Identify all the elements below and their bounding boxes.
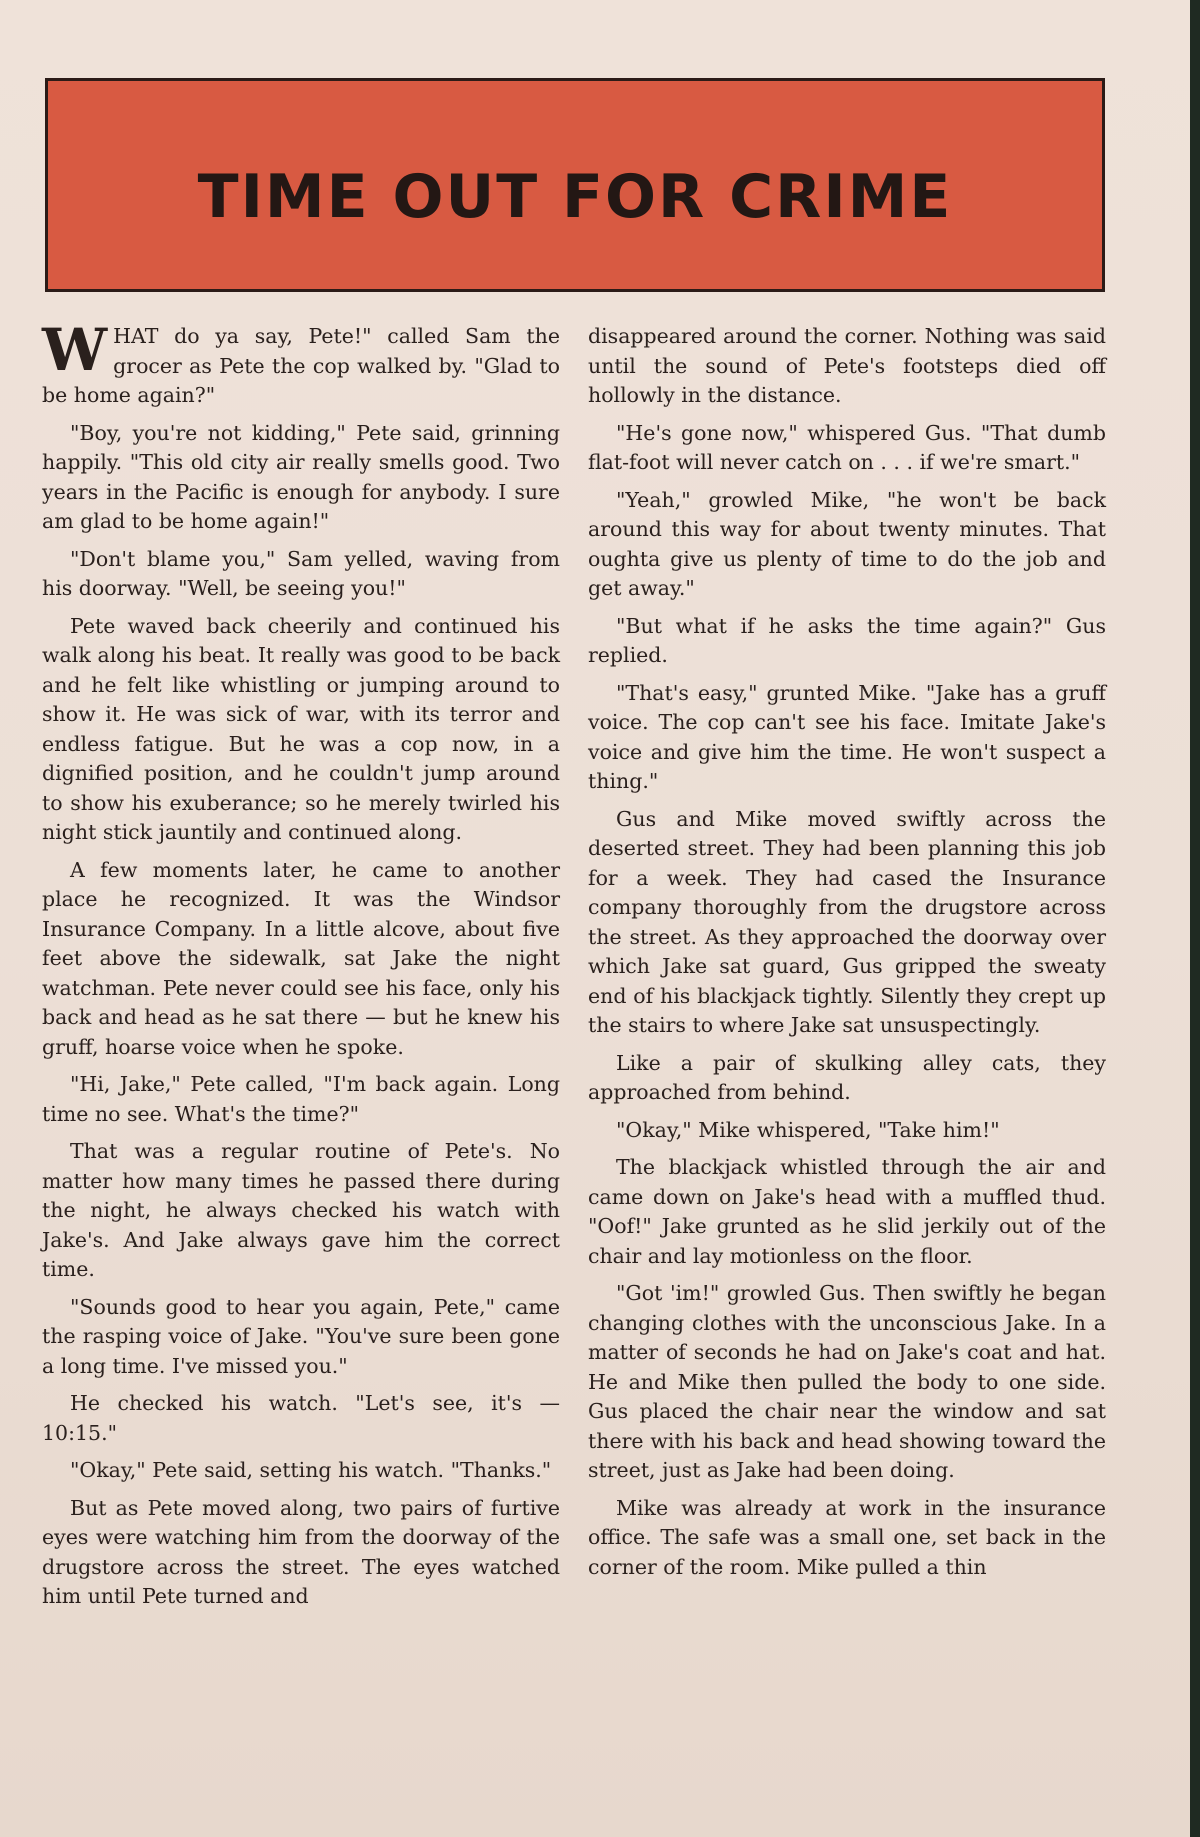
paragraph: Like a pair of skulking alley cats, they approached from behind. bbox=[588, 1050, 1106, 1104]
paragraph: "He's gone now," whispered Gus. "That dumb flat-foot will never catch on . . . if we're smart." bbox=[588, 420, 1106, 474]
paragraph-text: HAT do ya say, Pete!" called Sam the grocer as Pete the cop walked by. "Glad to be home again?" bbox=[42, 324, 560, 407]
paragraph: "Boy, you're not kidding," Pete said, grinning happily. "This old city air really smells good. Two years in the Pacific is enough for anybody. I sure am glad to be home again!" bbox=[42, 420, 560, 533]
paragraph: "Yeah," growled Mike, "he won't be back around this way for about twenty minutes. That oughta give us plenty of time to do the job and get away." bbox=[588, 487, 1106, 600]
paragraph: He checked his watch. "Let's see, it's — 10:15." bbox=[42, 1391, 560, 1445]
paragraph: Pete waved back cheerily and continued his walk along his beat. It really was good to be back and he felt like whistling or jumping around to show it. He was sick of war, with its terror and endless fatigue. But he was a cop now, in a dignified position, and he couldn't jump around to show his exuberance; so he merely twirled his night stick jauntily and continued along. bbox=[42, 613, 560, 844]
story-title: TIME OUT FOR CRIME bbox=[197, 162, 953, 232]
drop-cap: W bbox=[42, 316, 108, 384]
paragraph: "But what if he asks the time again?" Gus replied. bbox=[588, 613, 1106, 667]
paragraph: disappeared around the corner. Nothing was said until the sound of Pete's footsteps died off hollowly in the distance. bbox=[588, 324, 1106, 407]
paragraph: "Hi, Jake," Pete called, "I'm back again. Long time no see. What's the time?" bbox=[42, 1072, 560, 1126]
text-columns bbox=[42, 316, 1106, 1722]
left-column bbox=[42, 316, 560, 1722]
paragraph: Mike was already at work in the insurance office. The safe was a small one, set back in the corner of the room. Mike pulled a thin bbox=[588, 1495, 1106, 1579]
paragraph: "Don't blame you," Sam yelled, waving from his doorway. "Well, be seeing you!" bbox=[42, 546, 560, 600]
paragraph: "Okay," Pete said, setting his watch. "Thanks." bbox=[70, 1458, 552, 1482]
right-column bbox=[588, 322, 1106, 1722]
title-banner bbox=[45, 78, 1105, 292]
paragraph bbox=[42, 316, 560, 411]
paragraph: That was a regular routine of Pete's. No matter how many times he passed there during the night, he always checked his watch with Jake's. And Jake always gave him the correct time. bbox=[42, 1139, 560, 1281]
paragraph: A few moments later, he came to another place he recognized. It was the Windsor Insurance Company. In a little alcove, about five feet above the sidewalk, sat Jake the night watchman. Pete never could see his face, only his back and head as he sat there — but he knew his gruff, hoarse voice when he spoke. bbox=[42, 857, 560, 1059]
paragraph: The blackjack whistled through the air and came down on Jake's head with a muffled thud. "Oof!" Jake grunted as he slid jerkily out of the chair and lay motionless on the floor. bbox=[588, 1155, 1106, 1268]
paragraph: Gus and Mike moved swiftly across the deserted street. They had been planning this job for a week. They had cased the Insurance company thoroughly from the drugstore across the street. As they approached the doorway over which Jake sat guard, Gus gripped the sweaty end of his blackjack tightly. Silently they crept up the stairs to where Jake sat unsuspectingly. bbox=[588, 806, 1106, 1037]
page-edge bbox=[1190, 0, 1200, 1837]
paragraph: "That's easy," grunted Mike. "Jake has a gruff voice. The cop can't see his face. Imitate Jake's voice and give him the time. He won't suspect a thing." bbox=[588, 680, 1106, 793]
paragraph: "Got 'im!" growled Gus. Then swiftly he began changing clothes with the unconscious Jake. In a matter of seconds he had on Jake's coat and hat. He and Mike then pulled the body to one side. Gus placed the chair near the window and sat there with his back and head showing toward the street, just as Jake had been doing. bbox=[588, 1281, 1106, 1482]
paragraph: But as Pete moved along, two pairs of furtive eyes were watching him from the doorway of the drugstore across the street. The eyes watched him until Pete turned and bbox=[42, 1495, 560, 1608]
paragraph: "Okay," Mike whispered, "Take him!" bbox=[616, 1117, 1000, 1142]
paragraph: "Sounds good to hear you again, Pete," came the rasping voice of Jake. "You've sure been gone a long time. I've missed you." bbox=[42, 1294, 560, 1378]
